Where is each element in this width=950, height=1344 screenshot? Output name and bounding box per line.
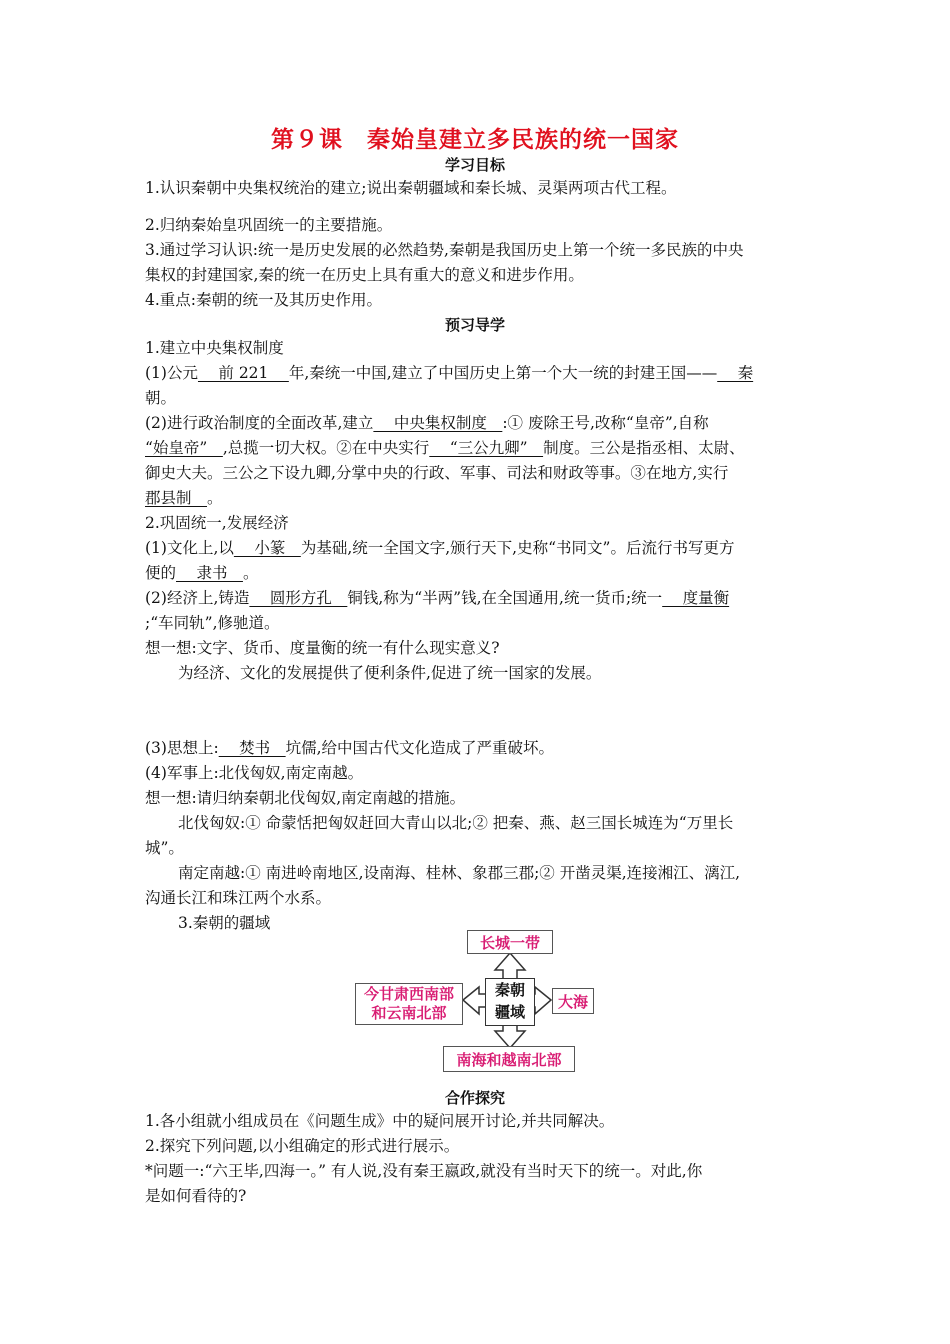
center-box: 秦朝 疆域 [485, 978, 535, 1026]
preview-p2-cont3: 郡县制 。 [145, 489, 223, 507]
think-answer-2: 北伐匈奴:① 命蒙恬把匈奴赶回大青山以北;② 把秦、燕、赵三国长城连为“万里长 [178, 814, 734, 832]
preview-p2-cont: “始皇帝” ,总揽一切大权。②在中央实行 “三公九卿” 制度。三公是指丞相、太尉、 [145, 439, 745, 457]
coop-1: 1.各小组就小组成员在《问题生成》中的疑问展开讨论,并共同解决。 [145, 1112, 615, 1130]
answer-blank: 前 221 [197, 364, 289, 382]
preview-p3: (1)文化上,以 小篆 为基础,统一全国文字,颁行天下,史称“书同文”。后流行书写更方 [145, 539, 735, 557]
objective-2: 2.归纳秦始皇巩固统一的主要措施。 [145, 216, 393, 234]
territory-diagram [355, 930, 595, 1075]
answer-blank: “三公九卿” [429, 439, 544, 457]
preview-p2-cont2: 御史大夫。三公之下设九卿,分掌中央的行政、军事、司法和财政等事。③在地方,实行 [145, 464, 729, 482]
box-west: 今甘肃西南部 和云南北部 [355, 983, 463, 1025]
answer-blank: 中央集权制度 [373, 414, 503, 432]
answer-blank: 小篆 [233, 539, 301, 557]
preview-p4-cont: ;“车同轨”,修驰道。 [145, 614, 280, 632]
preview-heading-3: 3.秦朝的疆域 [178, 914, 271, 932]
preview-p5: (3)思想上: 焚书 坑儒,给中国古代文化造成了严重破坏。 [145, 739, 555, 757]
think-answer-2-cont: 城”。 [145, 839, 184, 857]
coop-2: 2.探究下列问题,以小组确定的形式进行展示。 [145, 1137, 460, 1155]
preview-heading-2: 2.巩固统一,发展经济 [145, 514, 289, 532]
preview-p6: (4)军事上:北伐匈奴,南定南越。 [145, 764, 364, 782]
think-question-1: 想一想:文字、货币、度量衡的统一有什么现实意义? [145, 639, 500, 657]
objective-3: 3.通过学习认识:统一是历史发展的必然趋势,秦朝是我国历史上第一个统一多民族的中央 [145, 241, 744, 259]
preview-p1-cont: 朝。 [145, 389, 177, 407]
answer-blank: 郡县制 [145, 489, 208, 507]
think-question-2: 想一想:请归纳秦朝北伐匈奴,南定南越的措施。 [145, 789, 466, 807]
answer-blank: 焚书 [218, 739, 286, 757]
preview-p2: (2)进行政治制度的全面改革,建立 中央集权制度 :① 废除王号,改称“皇帝”,自称 [145, 414, 709, 432]
preview-heading-1: 1.建立中央集权制度 [145, 339, 284, 357]
objective-1: 1.认识秦朝中央集权统治的建立;说出秦朝疆域和秦长城、灵渠两项古代工程。 [145, 179, 677, 197]
answer-blank: 秦 [717, 364, 754, 382]
preview-p4: (2)经济上,铸造 圆形方孔 铜钱,称为“半两”钱,在全国通用,统一货币;统一 度量衡 [145, 589, 730, 607]
objective-4: 4.重点:秦朝的统一及其历史作用。 [145, 291, 383, 309]
box-east: 大海 [552, 988, 594, 1014]
coop-question-1: *问题一:“六王毕,四海一。” 有人说,没有秦王嬴政,就没有当时天下的统一。对此,你 [145, 1162, 703, 1180]
box-north: 长城一带 [467, 930, 553, 954]
preview-p1: (1)公元 前 221 年,秦统一中国,建立了中国历史上第一个大一统的封建王国—— 秦 [145, 364, 754, 382]
lesson-title: 第９课 秦始皇建立多民族的统一国家 [271, 127, 679, 153]
answer-blank: “始皇帝” [145, 439, 223, 457]
preview-p3-cont: 便的 隶书 。 [145, 564, 259, 582]
answer-blank: 隶书 [176, 564, 243, 582]
objective-3-cont: 集权的封建国家,秦的统一在历史上具有重大的意义和进步作用。 [145, 266, 584, 284]
section-heading-coop: 合作探究 [444, 1089, 505, 1107]
answer-blank: 圆形方孔 [249, 589, 348, 607]
section-heading-preview: 预习导学 [444, 316, 505, 334]
think-answer-2b-cont: 沟通长江和珠江两个水系。 [145, 889, 332, 907]
answer-blank: 度量衡 [662, 589, 730, 607]
section-heading-objectives: 学习目标 [444, 156, 505, 174]
coop-question-1-cont: 是如何看待的? [145, 1187, 247, 1205]
think-answer-2b: 南定南越:① 南进岭南地区,设南海、桂林、象郡三郡;② 开凿灵渠,连接湘江、漓江, [178, 864, 741, 882]
box-south: 南海和越南北部 [443, 1046, 575, 1072]
think-answer-1: 为经济、文化的发展提供了便利条件,促进了统一国家的发展。 [178, 664, 602, 682]
